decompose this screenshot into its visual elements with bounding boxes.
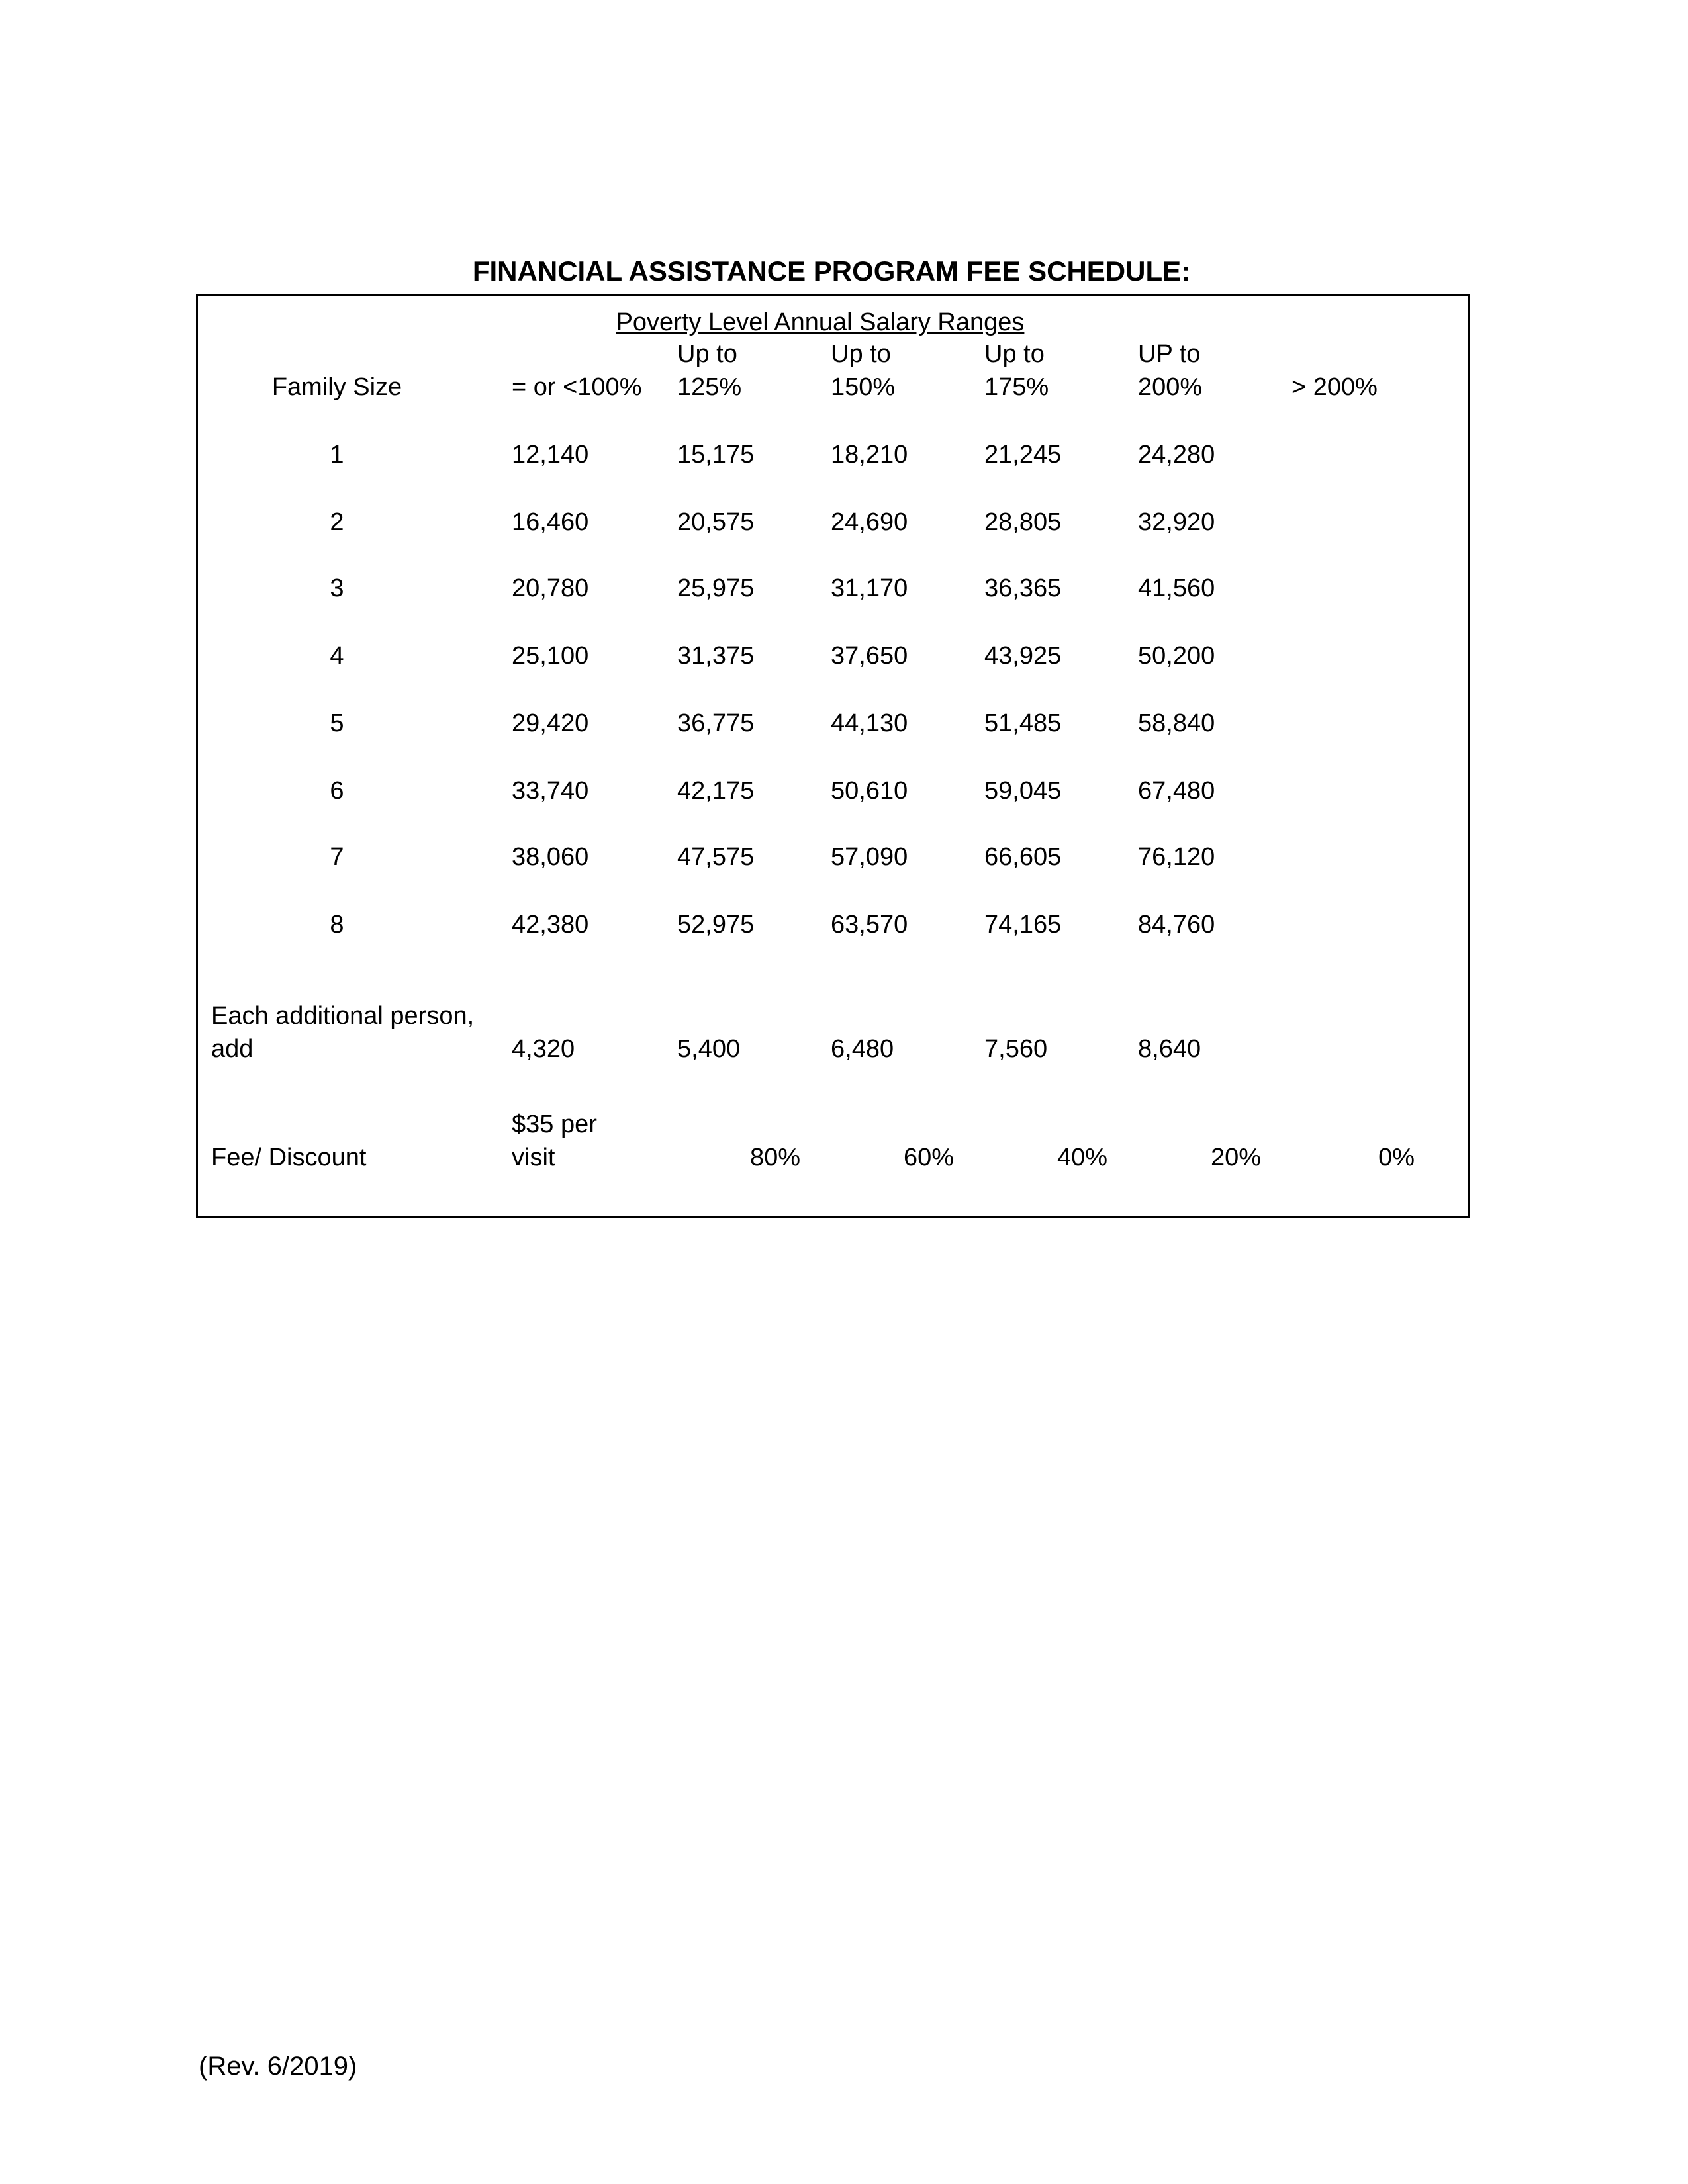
discount-cell: 80%	[749, 1144, 800, 1171]
table-cell: 20,575	[677, 508, 755, 536]
table-cell: 15,175	[677, 441, 755, 469]
table-cell: 16,460	[512, 508, 589, 536]
discount-cell: 60%	[903, 1144, 954, 1171]
table-cell: 67,480	[1138, 777, 1215, 805]
discount-cell: 0%	[1378, 1144, 1415, 1171]
family-size-cell: 8	[330, 911, 344, 938]
column-header-150-line2: 150%	[831, 373, 896, 401]
table-cell: 6,480	[831, 1035, 894, 1063]
table-cell: 50,200	[1138, 642, 1215, 670]
fee-schedule-table	[196, 294, 1470, 1218]
table-cell: 66,605	[984, 843, 1062, 871]
fee-first-line1: $35 per	[512, 1111, 597, 1138]
table-cell: 5,400	[677, 1035, 741, 1063]
table-cell: 25,100	[512, 642, 589, 670]
table-cell: 41,560	[1138, 574, 1215, 602]
table-cell: 32,920	[1138, 508, 1215, 536]
family-size-header: Family Size	[271, 373, 402, 401]
discount-cell: 40%	[1056, 1144, 1107, 1171]
column-header-175-line2: 175%	[984, 373, 1049, 401]
table-cell: 24,280	[1138, 441, 1215, 469]
column-header-200-line2: 200%	[1138, 373, 1203, 401]
table-cell: 8,640	[1138, 1035, 1201, 1063]
table-cell: 36,365	[984, 574, 1062, 602]
table-cell: 44,130	[831, 709, 908, 737]
additional-person-label-line2: add	[211, 1035, 254, 1063]
family-size-cell: 4	[330, 642, 344, 670]
column-header-125-line2: 125%	[677, 373, 742, 401]
table-cell: 33,740	[512, 777, 589, 805]
table-cell: 51,485	[984, 709, 1062, 737]
column-header-125-line1: Up to	[677, 340, 737, 368]
family-size-cell: 1	[330, 441, 344, 469]
additional-person-label-line1: Each additional person,	[211, 1002, 475, 1030]
table-cell: 21,245	[984, 441, 1062, 469]
table-cell: 36,775	[677, 709, 755, 737]
table-cell: 12,140	[512, 441, 589, 469]
table-cell: 18,210	[831, 441, 908, 469]
table-cell: 74,165	[984, 911, 1062, 938]
column-header-150-line1: Up to	[831, 340, 891, 368]
group-header: Poverty Level Annual Salary Ranges	[616, 308, 1025, 336]
table-cell: 76,120	[1138, 843, 1215, 871]
column-header-over-200: > 200%	[1291, 373, 1378, 401]
table-cell: 84,760	[1138, 911, 1215, 938]
column-header-175-line1: Up to	[984, 340, 1045, 368]
table-cell: 31,375	[677, 642, 755, 670]
column-header-200-line1: UP to	[1138, 340, 1201, 368]
table-cell: 37,650	[831, 642, 908, 670]
table-cell: 42,175	[677, 777, 755, 805]
table-cell: 58,840	[1138, 709, 1215, 737]
page-title: FINANCIAL ASSISTANCE PROGRAM FEE SCHEDULE:	[472, 255, 1191, 287]
table-cell: 43,925	[984, 642, 1062, 670]
table-cell: 38,060	[512, 843, 589, 871]
table-cell: 50,610	[831, 777, 908, 805]
table-cell: 24,690	[831, 508, 908, 536]
family-size-cell: 3	[330, 574, 344, 602]
table-cell: 28,805	[984, 508, 1062, 536]
table-cell: 63,570	[831, 911, 908, 938]
table-cell: 42,380	[512, 911, 589, 938]
family-size-cell: 5	[330, 709, 344, 737]
table-cell: 31,170	[831, 574, 908, 602]
family-size-cell: 7	[330, 843, 344, 871]
table-cell: 20,780	[512, 574, 589, 602]
fee-first-line2: visit	[512, 1144, 555, 1171]
discount-cell: 20%	[1210, 1144, 1261, 1171]
family-size-cell: 6	[330, 777, 344, 805]
fee-discount-label: Fee/ Discount	[211, 1144, 367, 1171]
column-header-100: = or <100%	[512, 373, 642, 401]
revision-note: (Rev. 6/2019)	[199, 2052, 357, 2081]
table-cell: 52,975	[677, 911, 755, 938]
family-size-cell: 2	[330, 508, 344, 536]
table-cell: 59,045	[984, 777, 1062, 805]
table-cell: 25,975	[677, 574, 755, 602]
table-cell: 29,420	[512, 709, 589, 737]
table-cell: 7,560	[984, 1035, 1048, 1063]
table-cell: 4,320	[512, 1035, 575, 1063]
table-cell: 47,575	[677, 843, 755, 871]
table-cell: 57,090	[831, 843, 908, 871]
